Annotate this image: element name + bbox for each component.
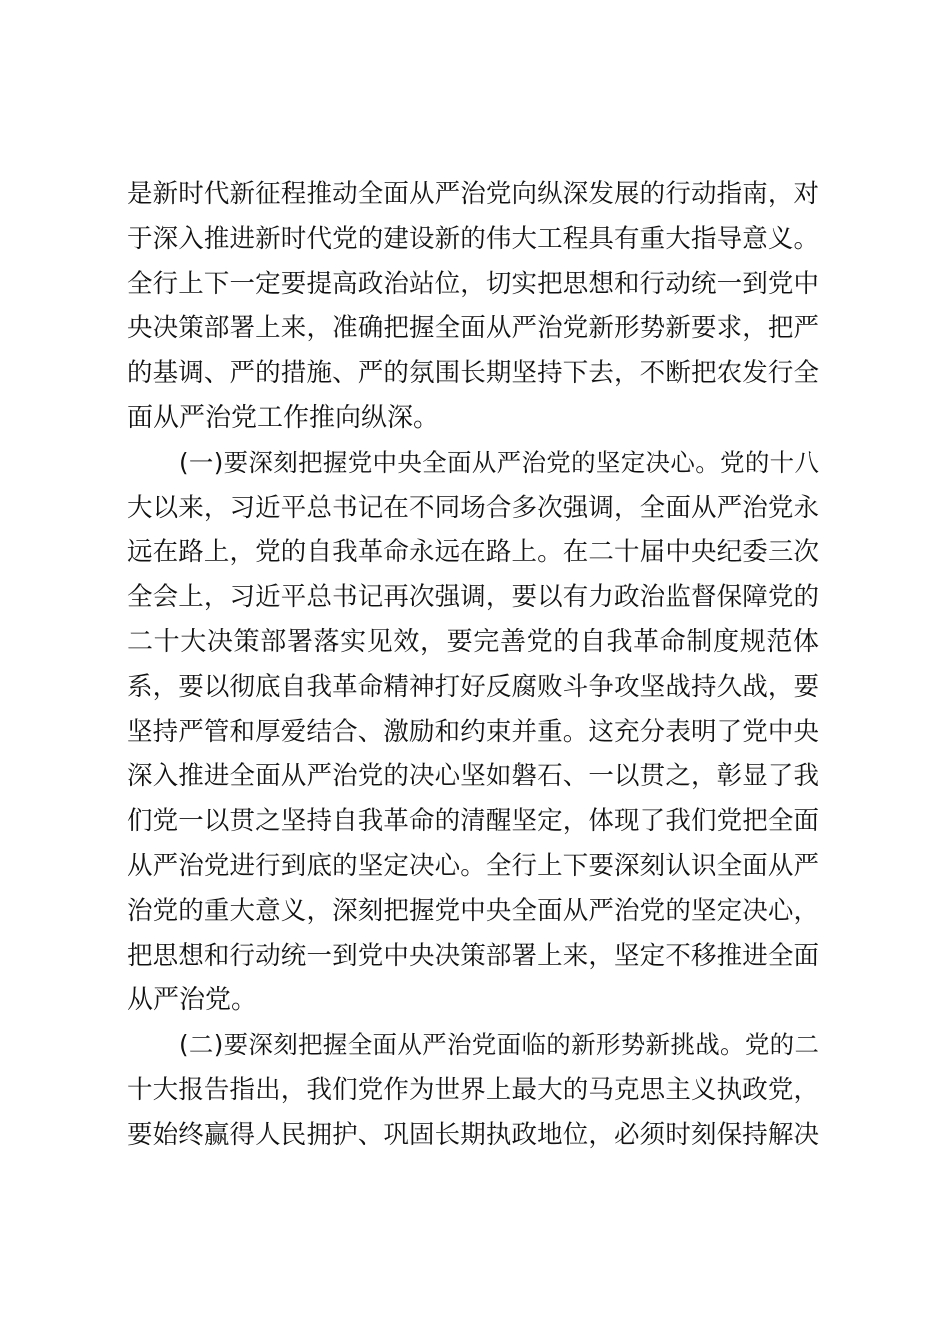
text-line: 面从严治党工作推向纵深。 <box>127 402 440 433</box>
text-line: 们党一以贯之坚持自我革命的清醒坚定，体现了我们党把全面 <box>127 806 819 837</box>
text-line: 于深入推进新时代党的建设新的伟大工程具有重大指导意义。 <box>127 223 819 254</box>
text-line: 二十大决策部署落实见效，要完善党的自我革命制度规范体 <box>127 626 819 657</box>
text-line: 是新时代新征程推动全面从严治党向纵深发展的行动指南，对 <box>127 179 819 209</box>
text-line: 远在路上，党的自我革命永远在路上。在二十届中央纪委三次 <box>127 537 819 568</box>
section-heading-line: (一)要深刻把握党中央全面从严治党的坚定决心。党的十八 <box>179 447 819 477</box>
text-line: 要始终赢得人民拥护、巩固长期执政地位，必须时刻保持解决 <box>127 1119 819 1150</box>
text-line: 从严治党。 <box>127 985 258 1016</box>
text-line: 全行上下一定要提高政治站位，切实把思想和行动统一到党中 <box>127 268 819 299</box>
text-line: 治党的重大意义，深刻把握党中央全面从严治党的坚定决心， <box>127 895 819 926</box>
body-text <box>127 172 819 1158</box>
text-line: 坚持严管和厚爱结合、激励和约束并重。这充分表明了党中央 <box>127 716 819 747</box>
text-line: 的基调、严的措施、严的氛围长期坚持下去，不断把农发行全 <box>127 358 819 389</box>
text-line: 央决策部署上来，准确把握全面从严治党新形势新要求，把严 <box>127 313 819 344</box>
text-line: 全会上，习近平总书记再次强调，要以有力政治监督保障党的 <box>127 582 819 613</box>
text-line: 系，要以彻底自我革命精神打好反腐败斗争攻坚战持久战，要 <box>127 671 819 702</box>
section-heading-line: (二)要深刻把握全面从严治党面临的新形势新挑战。党的二 <box>179 1030 819 1060</box>
text-line: 把思想和行动统一到党中央决策部署上来，坚定不移推进全面 <box>127 940 819 971</box>
text-line: 十大报告指出，我们党作为世界上最大的马克思主义执政党， <box>127 1074 819 1105</box>
text-line: 深入推进全面从严治党的决心坚如磐石、一以贯之，彰显了我 <box>127 761 819 792</box>
text-line: 从严治党进行到底的坚定决心。全行上下要深刻认识全面从严 <box>127 850 819 881</box>
text-line: 大以来，习近平总书记在不同场合多次强调，全面从严治党永 <box>127 492 819 523</box>
